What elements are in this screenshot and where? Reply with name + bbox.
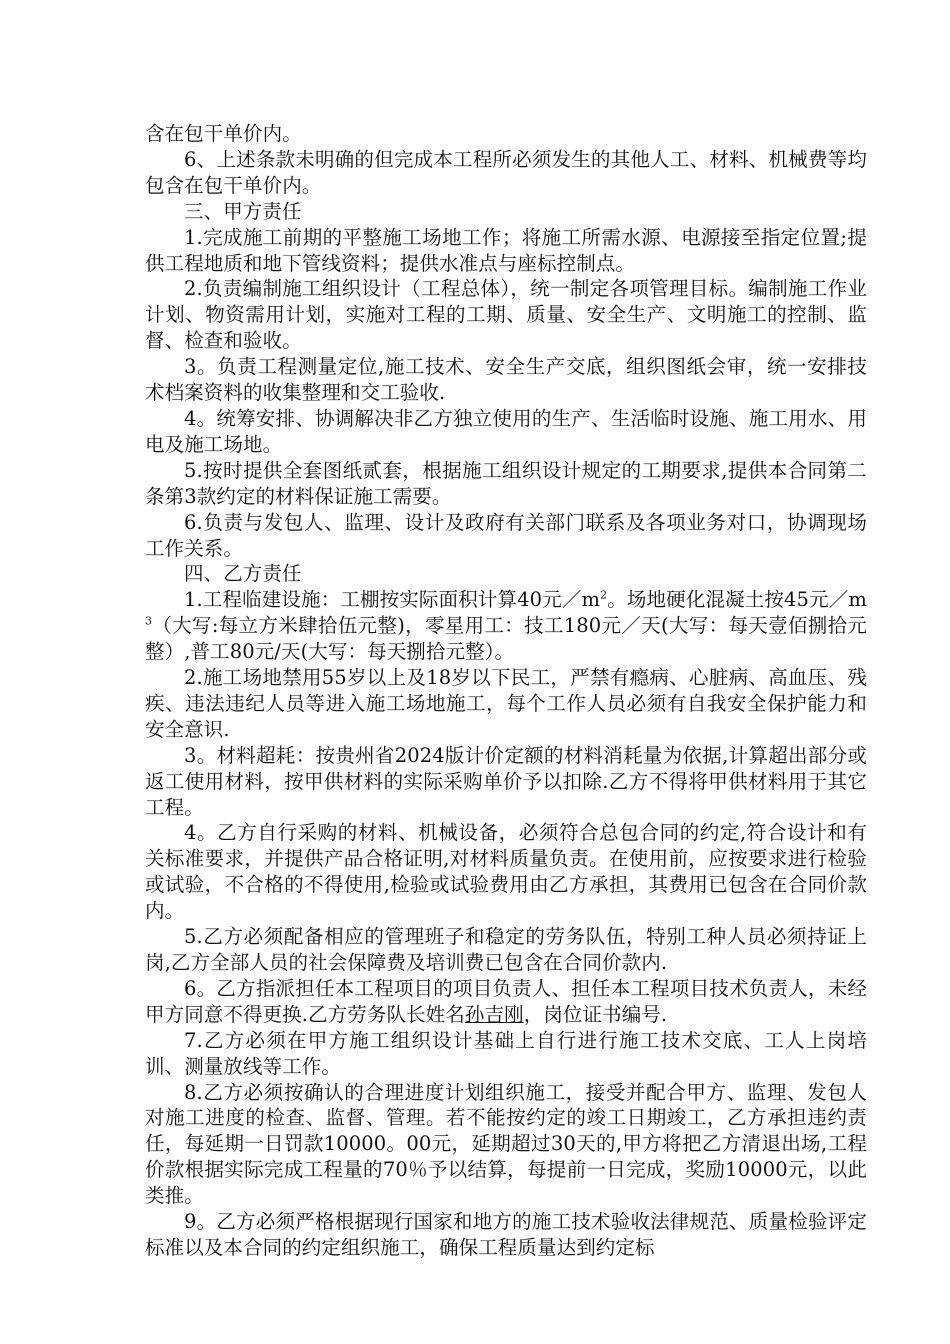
- superscript-2: 2: [600, 588, 608, 602]
- paragraph-party-a-5: 5.按时提供全套图纸贰套，根据施工组织设计规定的工期要求,提供本合同第二条第3款约定的材料保证施工需要。: [145, 458, 867, 508]
- party-b-1-part-a: 1.工程临建设施：工棚按实际面积计算40元／m: [184, 588, 601, 612]
- party-b-6-part-a: 6。乙方指派担任本工程项目的项目负责人、担任本工程项目技术负责人，未经甲方同意不得更换.乙方劳务队长姓名: [145, 976, 867, 1026]
- paragraph-party-b-1: [145, 587, 867, 665]
- paragraph-party-b-5: 5.乙方必须配备相应的管理班子和稳定的劳务队伍，特别工种人员必须持证上岗,乙方全部人员的社会保障费及培训费已包含在合同价款内.: [145, 925, 867, 974]
- section-heading-party-b: 四、乙方责任: [184, 562, 302, 586]
- paragraph-party-a-4: 4。统筹安排、协调解决非乙方独立使用的生产、生活临时设施、施工用水、用电及施工场地。: [145, 406, 867, 456]
- paragraph-party-a-3: 3。负责工程测量定位,施工技术、安全生产交底，组织图纸会审，统一安排技术档案资料的收集整理和交工验收.: [145, 355, 867, 405]
- party-b-1-part-b: 。场地硬化混凝土按45元／m: [607, 588, 867, 612]
- paragraph-party-b-6: [145, 976, 867, 1028]
- paragraph-continuation: 含在包干单价内。: [145, 122, 302, 145]
- paragraph-party-a-1: 1.完成施工前期的平整施工场地工作；将施工所需水源、电源接至指定位置;提供工程地质和地下管线资料；提供水准点与座标控制点。: [145, 225, 867, 275]
- paragraph-party-a-2: 2.负责编制施工组织设计（工程总体），统一制定各项管理目标。编制施工作业计划、物资需用计划，实施对工程的工期、质量、安全生产、文明施工的控制、监督、检查和验收。: [145, 277, 867, 353]
- document-body: [145, 121, 867, 1261]
- paragraph-party-b-2: 2.施工场地禁用55岁以上及18岁以下民工，严禁有瘾病、心脏病、高血压、残疾、违法违纪人员等进入施工场地施工，每个工作人员必须有自我安全保护能力和安全意识.: [145, 666, 867, 741]
- paragraph-party-b-4: 4。乙方自行采购的材料、机械设备，必须符合总包合同的约定,符合设计和有关标准要求，并提供产品合格证明,对材料质量负责。在使用前，应按要求进行检验或试验，不合格的不得使用,检验或试验费用由乙方承担，其费用已包含在合同价款内。: [145, 821, 867, 923]
- paragraph-party-a-6: 6.负责与发包人、监理、设计及政府有关部门联系及各项业务对口，协调现场工作关系。: [145, 510, 867, 560]
- paragraph-party-b-8: 8.乙方必须按确认的合理进度计划组织施工，接受并配合甲方、监理、发包人对施工进度的检查、监督、管理。若不能按约定的竣工日期竣工，乙方承担违约责任，每延期一日罚款10000。00元，延期超过30天的,甲方将把乙方清退出场,工程价款根据实际完成工程量的70％予以结算，每提前一日完成，奖励10000元，以此类推。: [145, 1080, 867, 1208]
- party-b-6-part-b: ，岗位证书编号.: [523, 1002, 668, 1026]
- paragraph-party-b-3: 3。材料超耗：按贵州省2024版计价定额的材料消耗量为依据,计算超出部分或返工使用材料，按甲供材料的实际采购单价予以扣除.乙方不得将甲供材料用于其它工程。: [145, 743, 867, 819]
- team-leader-name: 孙吉刚: [464, 1002, 524, 1026]
- party-b-1-part-c: （大写:每立方米肆拾伍元整)，零星用工：技工180元／天(大写：每天壹佰捌拾元整）,普工80元/天(大写：每天捌拾元整）。: [145, 614, 867, 664]
- section-heading-party-a: 三、甲方责任: [184, 199, 302, 223]
- paragraph-party-b-9: 9。乙方必须严格根据现行国家和地方的施工技术验收法律规范、质量检验评定标准以及本合同的约定组织施工，确保工程质量达到约定标: [145, 1210, 867, 1259]
- superscript-3: 3: [145, 614, 153, 628]
- paragraph-clause-6: 6、上述条款未明确的但完成本工程所必须发生的其他人工、材料、机械费等均包含在包干单价内。: [145, 147, 867, 197]
- paragraph-party-b-7: 7.乙方必须在甲方施工组织设计基础上自行进行施工技术交底、工人上岗培训、测量放线等工作。: [145, 1028, 867, 1078]
